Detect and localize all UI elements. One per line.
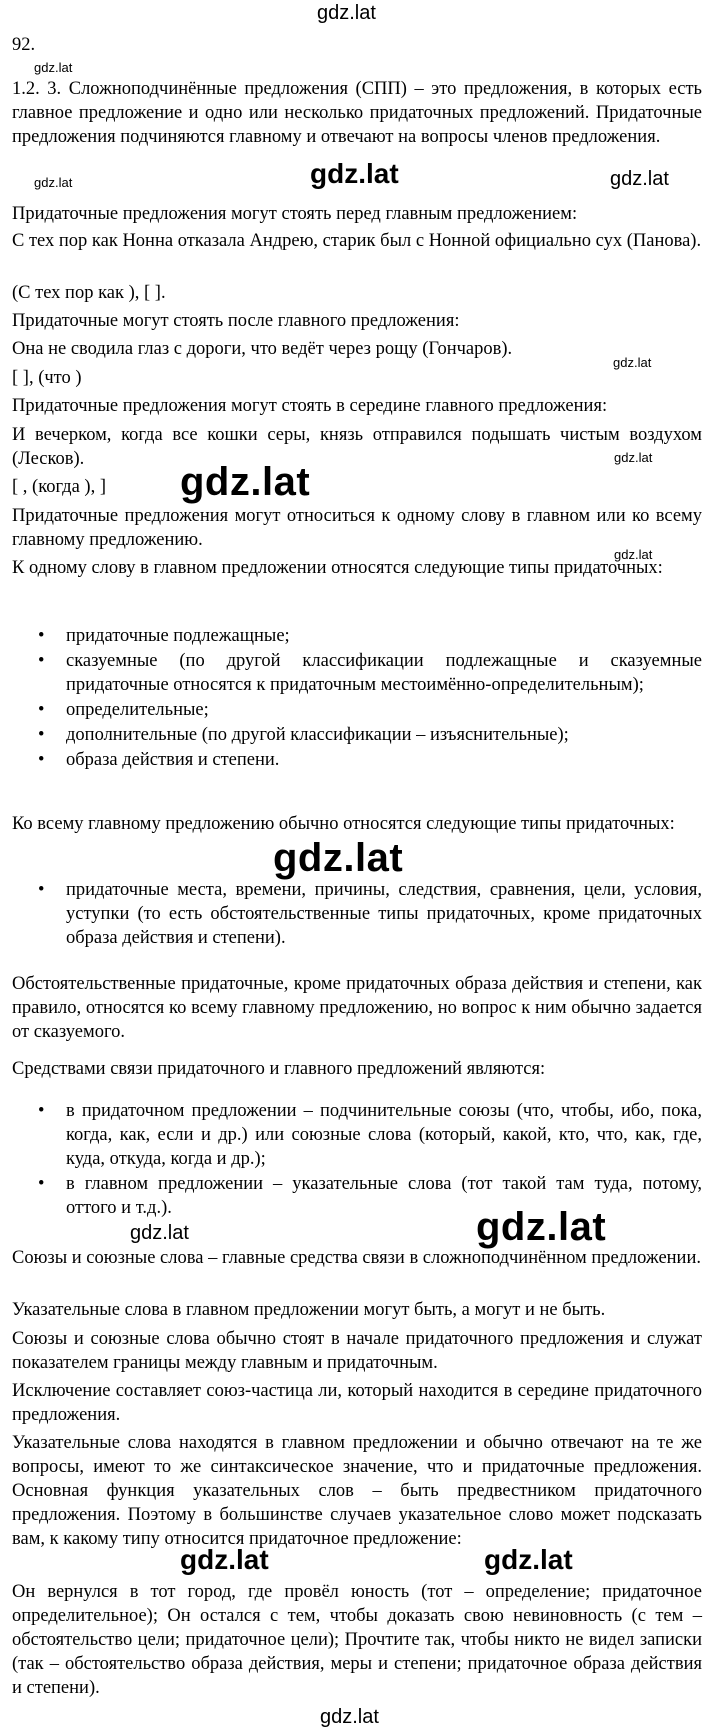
list-item: • в придаточном предложении – подчинительные союзы (что, чтобы, ибо, пока, когда, как, если и др.) или союзные слова (который, какой, кто, что, как, где, куда, откуда, когда и др.); (12, 1099, 702, 1171)
watermark: gdz.lat (317, 2, 376, 24)
watermark: gdz.lat (476, 1205, 607, 1249)
watermark: gdz.lat (130, 1222, 189, 1244)
sentence-scheme: [ ], (что ) (12, 368, 82, 388)
connection-means-list (12, 1099, 702, 1221)
watermark: gdz.lat (180, 460, 311, 504)
list-item: • придаточные подлежащные; (12, 624, 702, 648)
paragraph: Ко всему главному предложению обычно относятся следующие типы придаточных: (12, 814, 675, 834)
task-number: 92. (12, 35, 36, 55)
sentence-scheme: [ , (когда ), ] (12, 477, 106, 497)
watermark: gdz.lat (273, 836, 404, 880)
paragraph: Указательные слова в главном предложении могут быть, а могут и не быть. (12, 1300, 606, 1320)
watermark: gdz.lat (320, 1706, 379, 1728)
paragraph: Указательные слова находятся в главном предложении и обычно отвечают на те же вопросы, имеют то же синтаксическое значение, что и придаточные предложения. Основная функция указательных слов – быть предвестником придаточного предложения. Поэтому в большинстве случаев указательное слово может подсказать вам, к какому типу относится придаточное предложение: (12, 1433, 702, 1549)
paragraph: Придаточные предложения могут относиться к одному слову в главном или ко всему главному предложению. (12, 506, 702, 550)
list-item: • определительные; (12, 698, 702, 722)
watermark: gdz.lat (34, 175, 73, 190)
sentence-scheme: (С тех пор как ), [ ]. (12, 283, 166, 303)
clause-types-list-word (12, 624, 702, 773)
clause-types-list-sentence (12, 878, 702, 951)
paragraph: К одному слову в главном предложении относятся следующие типы придаточных: (12, 558, 663, 578)
paragraph: Исключение составляет союз-частица ли, который находится в середине придаточного предложения. (12, 1381, 702, 1425)
watermark: gdz.lat (614, 450, 653, 465)
watermark: gdz.lat (614, 547, 653, 562)
watermark: gdz.lat (310, 158, 399, 189)
watermark: gdz.lat (484, 1544, 573, 1575)
paragraph: Он вернулся в тот город, где провёл юность (тот – определение; придаточное определительное); Он остался с тем, чтобы доказать свою невиновность (с тем – обстоятельство цели; придаточное цели); Прочтите так, чтобы никто не видел записки (так – обстоятельство образа действия, меры и степени; придаточное образа действия и степени). (12, 1582, 702, 1698)
intro-paragraph: 1.2. 3. Сложноподчинённые предложения (СПП) – это предложения, в которых есть главное предложение и одно или несколько придаточных предложений. Придаточные предложения подчиняются главному и отвечают на вопросы членов предложения. (12, 79, 702, 147)
paragraph: Союзы и союзные слова обычно стоят в начале придаточного предложения и служат показателем границы между главным и придаточным. (12, 1329, 702, 1373)
watermark: gdz.lat (34, 60, 73, 75)
list-item: • придаточные места, времени, причины, следствия, сравнения, цели, условия, уступки (то есть обстоятельственные типы придаточных, кроме придаточных образа действия и степени). (12, 878, 702, 950)
paragraph: Придаточные могут стоять после главного предложения: (12, 311, 460, 331)
paragraph: Придаточные предложения могут стоять в середине главного предложения: (12, 396, 608, 416)
watermark: gdz.lat (180, 1544, 269, 1575)
list-item: • дополнительные (по другой классификации – изъяснительные); (12, 723, 702, 747)
watermark: gdz.lat (613, 355, 652, 370)
paragraph: Средствами связи придаточного и главного предложений являются: (12, 1059, 546, 1079)
example-sentence: И вечерком, когда все кошки серы, князь отправился подышать чистым воздухом (Лесков). (12, 425, 702, 469)
paragraph: Обстоятельственные придаточные, кроме придаточных образа действия и степени, как правило, относятся ко всему главному предложению, но вопрос к ним обычно задается от сказуемого. (12, 974, 702, 1042)
paragraph: Союзы и союзные слова – главные средства связи в сложноподчинённом предложении. (12, 1248, 701, 1268)
paragraph: Придаточные предложения могут стоять перед главным предложением: (12, 204, 578, 224)
list-item: • сказуемные (по другой классификации подлежащные и сказуемные придаточные относятся к придаточным местоимённо-определительным); (12, 649, 702, 697)
example-sentence: С тех пор как Нонна отказала Андрею, старик был с Нонной официально сух (Панова). (12, 231, 702, 251)
example-sentence: Она не сводила глаз с дороги, что ведёт через рощу (Гончаров). (12, 339, 513, 359)
watermark: gdz.lat (610, 168, 669, 190)
list-item: • в главном предложении – указательные слова (тот такой там туда, потому, оттого и т.д.). (12, 1172, 702, 1220)
list-item: • образа действия и степени. (12, 748, 702, 772)
